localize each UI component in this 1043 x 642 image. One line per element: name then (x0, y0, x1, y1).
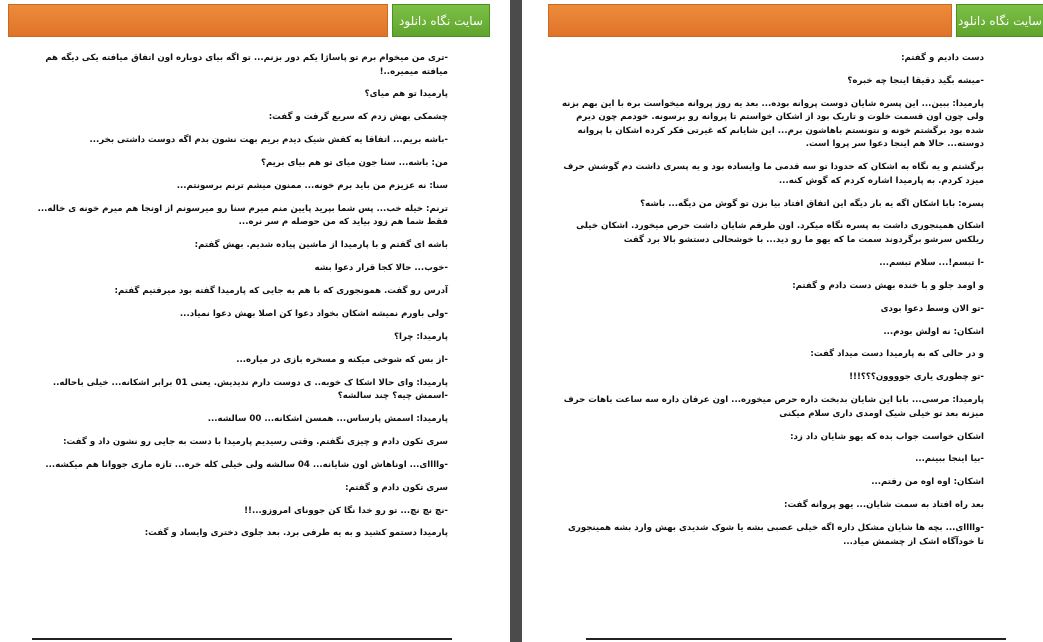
paragraph: -ا تبسم!... سلام تبسم... (879, 257, 984, 268)
paragraph: -میشه بگید دقیقا اینجا چه خبره؟ (847, 75, 984, 86)
paragraph: -واااای... اوناهاش اون شایانه... 04 سالشه ولی خیلی کله خره... تازه ماری جووانا هم میکشه... (45, 459, 448, 470)
paragraph: -بیا اینجا ببینم... (915, 454, 984, 465)
paragraph: -باشه بریم... اتفاقا یه کفش شیک دیدم بریم بهت نشون بدم اگه دوست داشتی بخر... (89, 135, 448, 146)
paragraph: اشکان: نه اولش بودم... (883, 326, 984, 337)
footer-divider (32, 638, 452, 640)
paragraph: من: باشه... سنا جون میای تو هم بیای بریم؟ (260, 158, 448, 169)
paragraph: ترنم: خیله خب... پس شما بپرید پایین منم میرم سنا رو میرسونم از اونجا هم میرم خونه ی خاله... فقط شما هم زود بیاید که من حوصله م سر نره... (37, 203, 448, 228)
paragraph: -تری من میخوام برم تو پاساژا یکم دور بزنم... تو اگه بیای دوباره اون اتفاق میافته یکی دیگه هم میافته میمیره..! (45, 53, 448, 77)
paragraph: پارمیدا دستمو کشید و به یه طرفی برد. بعد جلوی دختری وایساد و گفت: (144, 528, 448, 539)
paragraph: چشمکی بهش زدم که سریع گرفت و گفت: (268, 112, 448, 123)
left-page (0, 0, 510, 642)
paragraph: آدرس رو گفت. همونجوری که با هم به جایی که پارمیدا گفته بود میرفتیم گفتم: (114, 286, 448, 297)
paragraph: بعد راه افتاد به سمت شایان... یهو پروانه گفت: (784, 500, 984, 511)
header-orange-bar (8, 4, 388, 37)
paragraph: و در حالی که به پارمیدا دست میداد گفت: (810, 349, 984, 360)
paragraph: اشکان: اوه اوه من رفتم... (871, 477, 984, 488)
header-orange-bar (548, 4, 952, 37)
page-header-banner (548, 4, 1043, 37)
paragraph: برگشتم و یه نگاه به اشکان که حدودا تو سه قدمی ما وایساده بود و یه پسری داشت دم گوشش حرف میزد کردم. به پارمیدا اشاره کردم که گوش کنه... (563, 162, 984, 186)
paragraph: دست دادیم و گفتم: (901, 53, 984, 63)
paragraph: اشکان خواست جواب بده که یهو شایان داد زد: (790, 431, 984, 442)
footer-divider (586, 638, 1006, 640)
paragraph: -واااای... بچه ها شایان مشکل داره اگه خیلی عصبی بشه یا شوک شدیدی بهش وارد بشه همینجوری تا خودآگاه اشک از چشمش میاد... (568, 523, 984, 547)
paragraph: پارمیدا: اسمش پارساس... همسن اشکانه... 00 سالشه... (207, 413, 448, 424)
paragraph: پارمیدا: چرا؟ (393, 331, 448, 342)
site-title-badge: سایت نگاه دانلود (956, 4, 1043, 37)
paragraph: -ولی باورم نمیشه اشکان بخواد دعوا کن اصلا بهش دعوا نمیاد... (179, 308, 448, 319)
paragraph: اشکان همینجوری داشت به پسره نگاه میکرد. اون طرفم شایان داشت حرص میخورد. اشکان خیلی ریلکس سرشو برگردوند سمت ما که یهو ما رو دید... با خوشحالی دستشو بالا برد گفت (576, 221, 984, 245)
paragraph: پارمیدا: ببین... این پسره شایان دوست پروانه بوده... بعد یه روز پروانه میخواست بره با این بهم بزنه ولی چون اون قسمت خلوت و تاریک بود از اشکان خواستم تا پروانه رو برسونه. خودمم چون دیرم شده بود برگشتم خونه و نتونستم باهاشون برم... این شایانم که غیرتی فکر کرده اشکان با پروانه دوسته... حالا هم اینجا دعوا سر پروا است. (561, 98, 984, 150)
paragraph: -تو الان وسط دعوا بودی (880, 303, 984, 314)
paragraph: -از بس که شوخی میکنه و مسخره بازی در میاره... (236, 354, 448, 365)
page-gutter (510, 0, 522, 642)
page-text (24, 52, 448, 550)
paragraph: -نچ نچ نچ... تو رو خدا نگا کن جوونای امروزو...!! (244, 505, 448, 516)
paragraph: پارمیدا تو هم میای؟ (364, 89, 448, 100)
paragraph: و اومد جلو و با خنده بهش دست دادم و گفتم: (792, 280, 984, 291)
paragraph: -تو چطوری یاری جوووون؟؟؟!!! (849, 372, 984, 383)
paragraph: پارمیدا: وای حالا اشکا ک خوبه.. ی دوست دارم ندیدیش. یعنی 01 برابر اشکانه... خیلی باحاله.. -اسمش چیه؟ چند سالشه؟ (52, 377, 448, 402)
paragraph: سری تکون دادم و گفتم: (345, 482, 448, 493)
paragraph: سری تکون دادم و چیزی نگفتم. وقتی رسیدیم پارمیدا با دست به جایی رو نشون داد و گفت: (63, 436, 448, 447)
page-header-banner (8, 4, 490, 37)
right-page (522, 0, 1043, 642)
paragraph: پارمیدا: مرسی... بابا این شایان بدبخت داره حرص میخوره... اون عرفان داره سه ساعت باهات حرف میزنه بعد تو خیلی شیک اومدی داری سلام میکنی (563, 395, 984, 419)
paragraph: باشه ای گفتم و با پارمیدا از ماشین پیاده شدیم. بهش گفتم: (194, 240, 448, 251)
page-text (560, 52, 984, 559)
paragraph: پسره: بابا اشکان اگه یه بار دیگه این اتفاق افتاد بیا بزن تو گوش من دیگه... باشه؟ (640, 198, 984, 209)
site-title-badge: سایت نگاه دانلود (392, 4, 490, 37)
paragraph: -خوب... حالا کجا قرار دعوا بشه (314, 263, 448, 274)
paragraph: سنا: نه عزیزم من باید برم خونه... ممنون میشم ترنم برسونتم... (176, 180, 448, 191)
